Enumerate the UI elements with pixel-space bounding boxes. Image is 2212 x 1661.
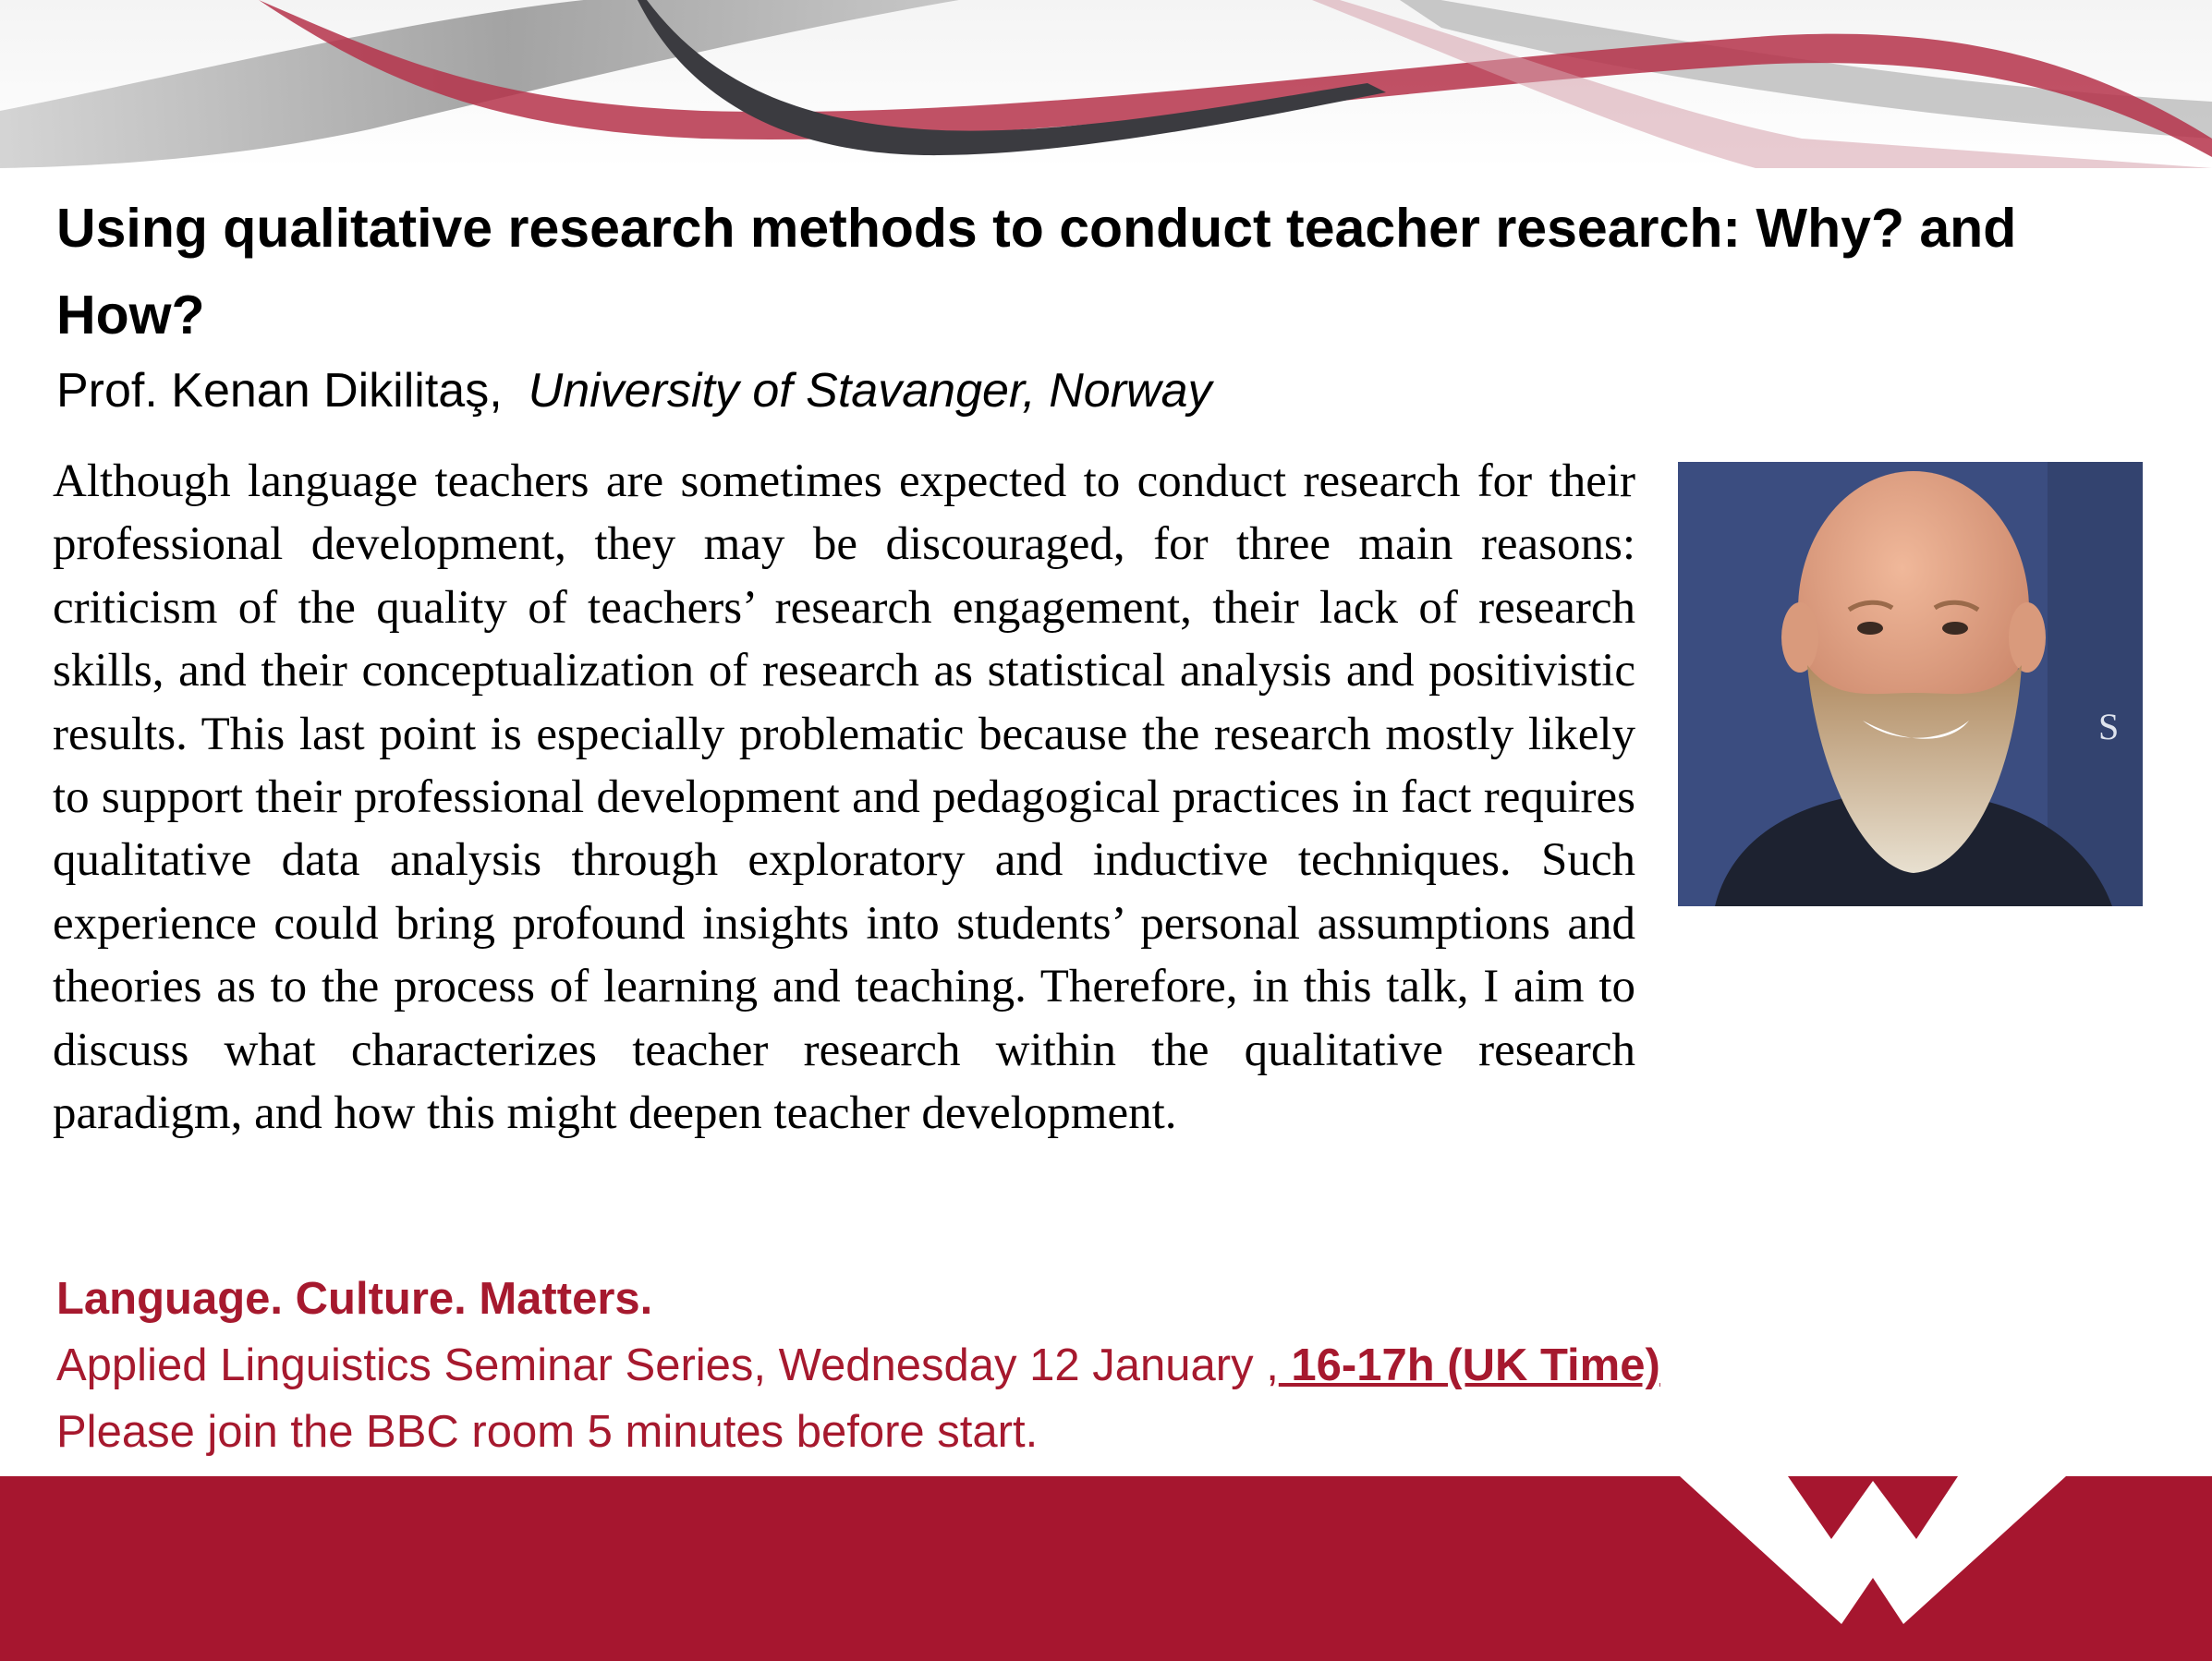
event-time-link[interactable]: 16-17h (UK Time) — [1278, 1340, 1660, 1390]
abstract-text: Although language teachers are sometimes expected to conduct research for their professional development, they may be discouraged, for three main reasons: criticism of the quality of teachers’ research engagement, their lack of research skills, and their conceptualization of research as statistical analysis and positivistic results. This last point is especially problematic because the research mostly likely to support their professional development and pedagogical practices in fact requires qualitative data analysis through exploratory and inductive techniques. Such experience could bring profound insights into students’ personal assumptions and theories as to the process of learning and teaching. Therefore, in this talk, I aim to discuss what characterizes teacher research within the qualitative research paradigm, and how this might deepen teacher development. — [53, 455, 1635, 1140]
seminar-series-line — [56, 1332, 1660, 1399]
top-ribbon-banner — [0, 0, 2212, 168]
page-title: Using qualitative research methods to conduct teacher research: Why? and How? — [56, 198, 2017, 346]
speaker-affiliation: University of Stavanger, Norway — [528, 364, 1212, 418]
speaker-photo — [1678, 462, 2143, 906]
join-note: Please join the BBC room 5 minutes before start. — [56, 1407, 1039, 1457]
speaker-portrait-illustration — [1678, 462, 2143, 906]
event-details — [56, 1266, 1660, 1465]
ribbon-graphic — [0, 0, 2212, 168]
svg-text:S: S — [2098, 706, 2120, 747]
seminar-series-date: Applied Linguistics Seminar Series, Wednesday 12 January , — [56, 1340, 1279, 1390]
footer-bar — [0, 1476, 2212, 1661]
westminster-logo-mark — [0, 1476, 2212, 1661]
speaker-line — [56, 354, 1212, 428]
speaker-name: Prof. Kenan Dikilitaş, — [56, 364, 503, 418]
tagline: Language. Culture. Matters. — [56, 1274, 653, 1324]
